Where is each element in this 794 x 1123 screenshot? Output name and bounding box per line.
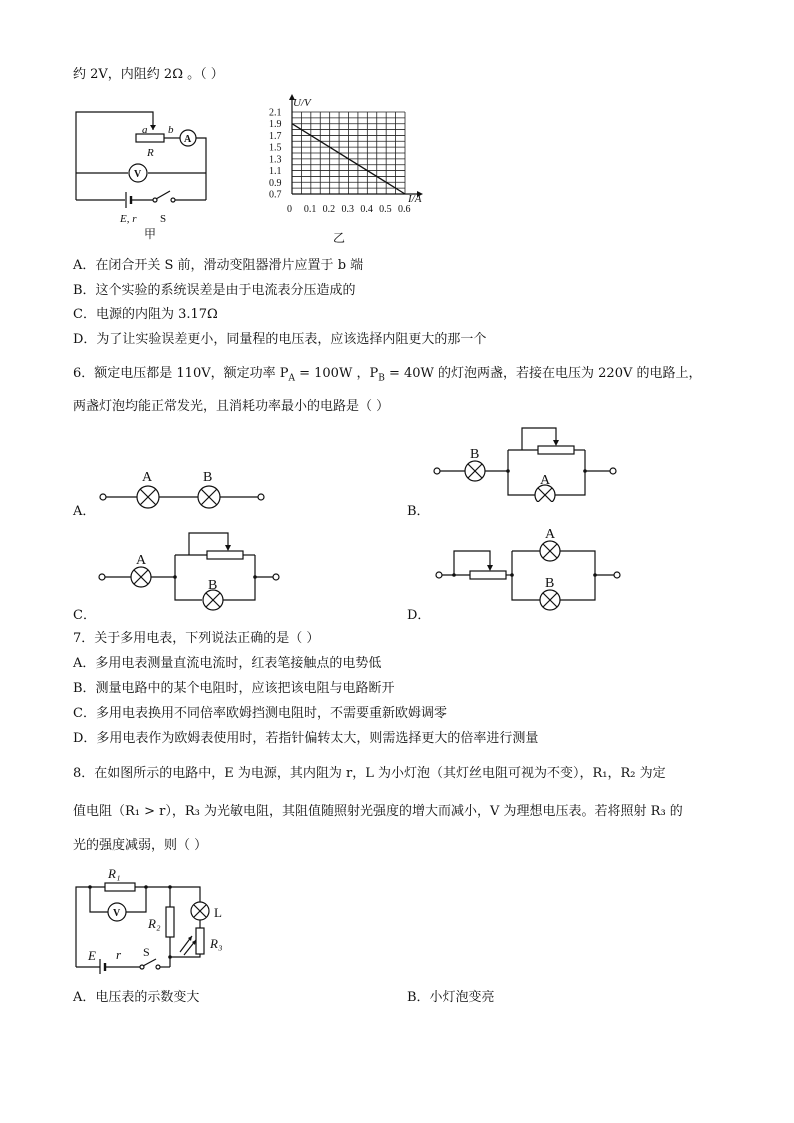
lamp-b-label: B (208, 578, 218, 593)
lamp-a-label: A (545, 527, 556, 542)
y-tick-label: 0.7 (269, 189, 282, 201)
y-tick-label: 1.3 (269, 154, 282, 166)
x-tick-label: 0 (287, 204, 292, 215)
q6-opt-d-label: D． (407, 608, 431, 623)
x-tick-label: 0.3 (341, 204, 354, 215)
q8-option-a: A．电压表的示数变大 (73, 990, 200, 1005)
x-tick-label: 0.4 (360, 204, 373, 215)
voltmeter-label: V (113, 908, 121, 919)
q7-option-c: C．多用电表换用不同倍率欧姆挡测电阻时，不需要重新欧姆调零 (73, 706, 447, 721)
label-R2: R₂ (148, 916, 161, 931)
label-R: R (147, 147, 154, 159)
label-S: S (160, 213, 167, 225)
label-L: L (214, 905, 222, 920)
q6-circuit-c (95, 527, 285, 617)
lamp-a-label: A (540, 473, 551, 488)
q7-option-d: D．多用电表作为欧姆表使用时，若指针偏转太大，则需选择更大的倍率进行测量 (73, 731, 539, 746)
q6-circuit-a (95, 462, 270, 512)
q6-circuit-d (432, 527, 627, 617)
label-r: r (116, 947, 122, 962)
q5-stem-tail: 约 2V，内阻约 2Ω 。（ ） (73, 67, 224, 82)
lamp-b-label: B (203, 470, 213, 485)
q8-stem-line2: 值电阻（R₁ > r），R₃ 为光敏电阻，其阻值随照射光强度的增大而减小，V 为理想电压表。若将照射 R₃ 的 (73, 804, 683, 819)
label-S: S (143, 945, 150, 959)
x-tick-label: 0.1 (303, 204, 317, 215)
q6-opt-b-label: B． (407, 504, 430, 519)
q8-stem-line3: 光的强度减弱，则（ ） (73, 838, 208, 853)
q7-option-a: A．多用电表测量直流电流时，红表笔接触点的电势低 (73, 656, 382, 671)
ammeter-label: A (184, 134, 192, 145)
lamp-b-label: B (545, 576, 555, 591)
q7-stem: 7．关于多用电表，下列说法正确的是（ ） (73, 631, 320, 646)
y-tick-label: 1.9 (269, 119, 282, 131)
y-tick-label: 0.9 (269, 177, 282, 189)
q7-option-b: B．测量电路中的某个电阻时，应该把该电阻与电路断开 (73, 681, 395, 696)
x-axis-label: I/A (408, 193, 422, 205)
q6-circuit-b (430, 422, 620, 502)
q6-opt-a-label: A． (73, 504, 96, 519)
fig-caption-jia: 甲 (144, 227, 157, 240)
y-tick-label: 1.5 (269, 142, 282, 154)
q5-option-c: C．电源的内阻为 3.17Ω (73, 307, 218, 322)
y-tick-label: 1.7 (269, 130, 282, 142)
label-E: E (88, 948, 96, 963)
x-tick-label: 0.6 (398, 204, 411, 215)
q5-option-d: D．为了让实验误差更小，同量程的电压表，应该选择内阻更大的那一个 (73, 332, 487, 347)
x-tick-label: 0.2 (322, 204, 336, 215)
q8-stem-line1: 8．在如图所示的电路中，E 为电源，其内阻为 r，L 为小灯泡（其灯丝电阻可视为不变），R₁，R₂ 为定 (73, 766, 666, 781)
x-tick-label: 0.5 (379, 204, 392, 215)
q8-option-b: B．小灯泡变亮 (407, 990, 495, 1005)
lamp-a-label: A (142, 470, 153, 485)
q5-option-a: A．在闭合开关 S 前，滑动变阻器滑片应置于 b 端 (73, 258, 364, 273)
fig-caption-yi: 乙 (333, 231, 346, 245)
q5-option-b: B．这个实验的系统误差是由于电流表分压造成的 (73, 283, 356, 298)
lamp-b-label: B (470, 447, 480, 462)
y-tick-label: 2.1 (269, 107, 282, 119)
q8-circuit (70, 862, 245, 974)
label-b: b (168, 124, 174, 136)
label-R3: R₃ (210, 936, 223, 951)
y-axis-label: U/V (293, 97, 311, 109)
q6-opt-c-label: C． (73, 608, 96, 623)
q6-stem-line1: 6．额定电压都是 110V，额定功率 $P_A = 100W$ ，$P_B = 40W$ 的灯泡两盏，若接在电压为 220V 的电路上， (73, 366, 702, 384)
label-a: a (142, 124, 148, 136)
q5-ui-chart-yi (265, 94, 430, 246)
lamp-a-label: A (136, 553, 147, 568)
label-R1: R₁ (108, 866, 121, 881)
label-Er: E, r (120, 213, 137, 225)
voltmeter-label: V (134, 169, 142, 180)
q5-circuit-jia (70, 100, 220, 240)
y-tick-label: 1.1 (269, 166, 282, 178)
q6-stem-line2: 两盏灯泡均能正常发光，且消耗功率最小的电路是（ ） (73, 399, 390, 414)
